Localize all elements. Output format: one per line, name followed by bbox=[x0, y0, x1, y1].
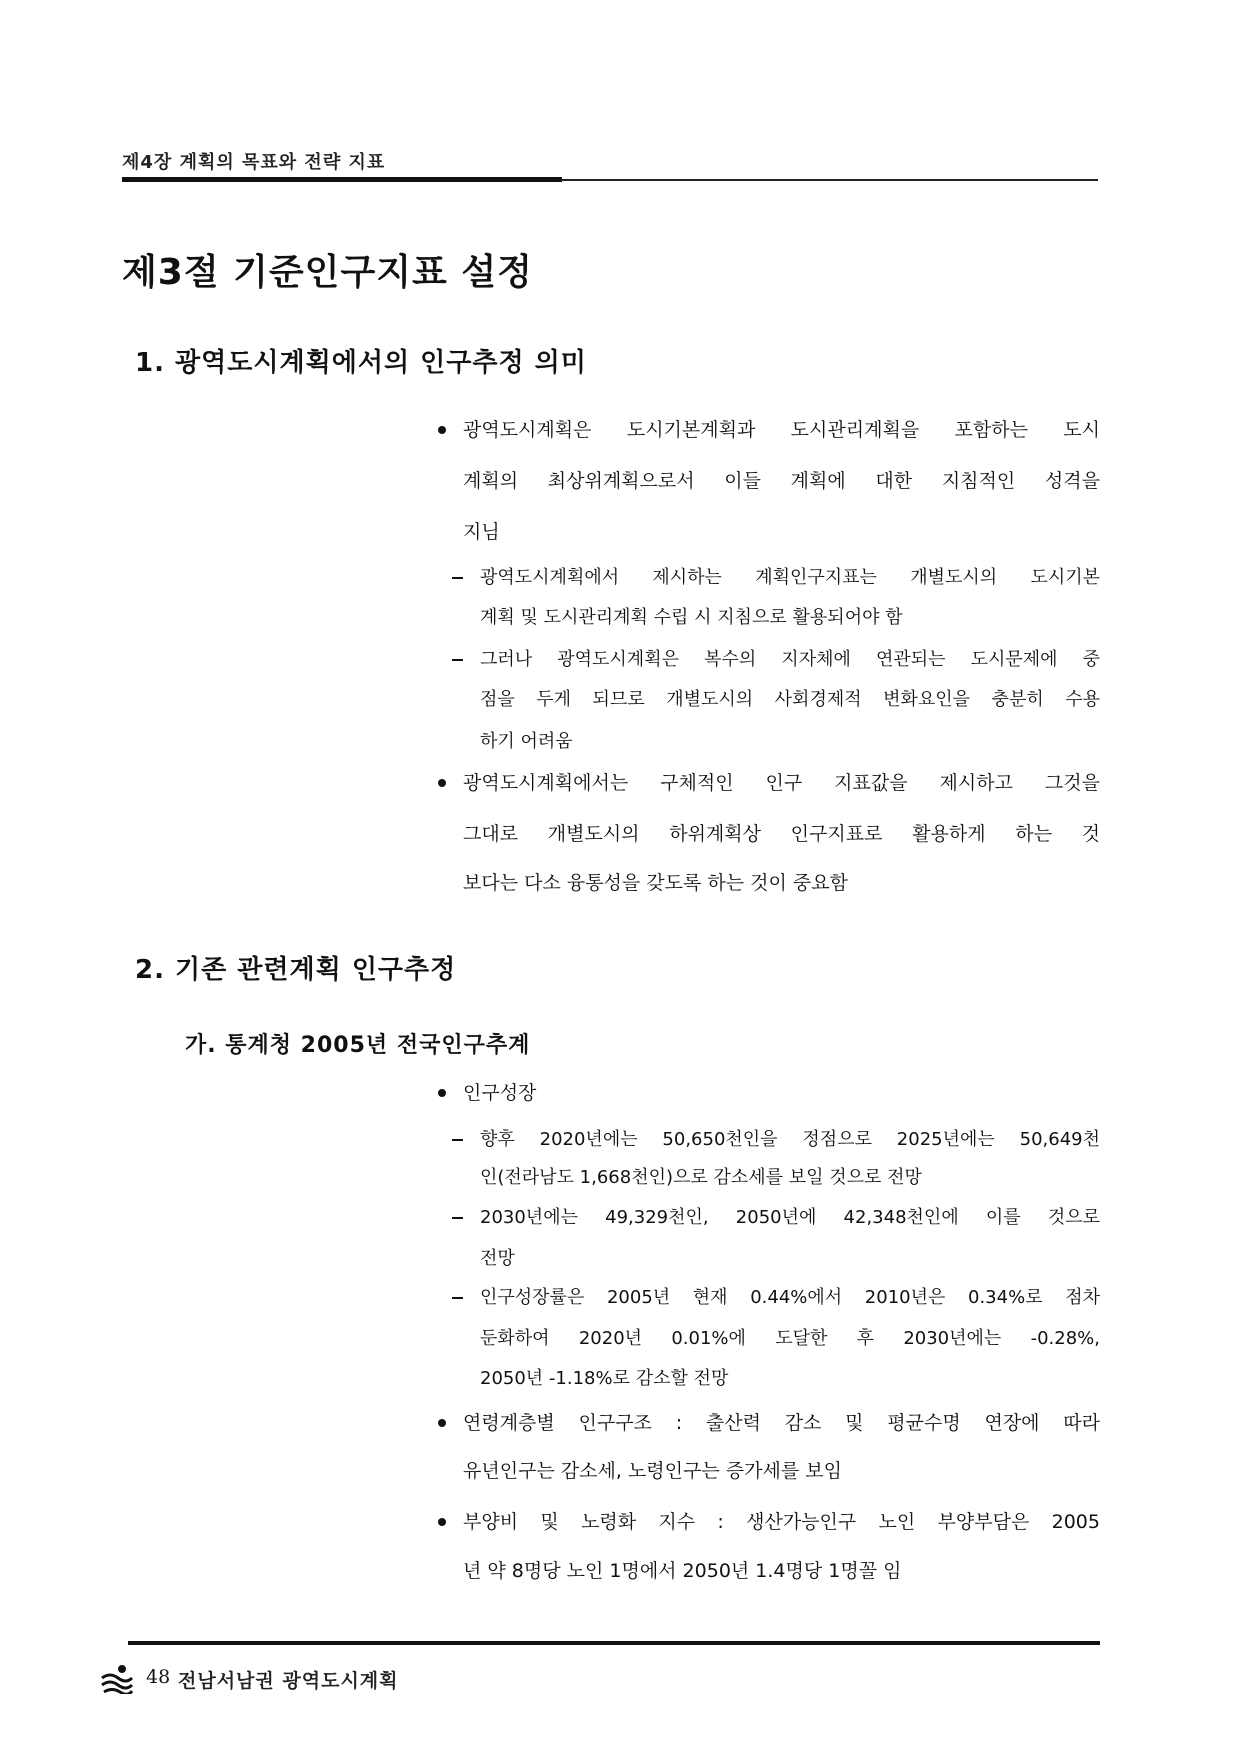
dash-icon bbox=[452, 1297, 463, 1299]
page-number: 48 bbox=[146, 1666, 171, 1688]
paragraph-line: 광역도시계획은 도시기본계획과 도시관리계획을 포함하는 도시 bbox=[463, 419, 1100, 441]
paragraph-line: 광역도시계획에서 제시하는 계획인구지표는 개별도시의 도시기본 bbox=[480, 567, 1100, 588]
paragraph-line: 유년인구는 감소세, 노령인구는 증가세를 보임 bbox=[463, 1460, 842, 1482]
footer-book-title: 전남서남권 광역도시계획 bbox=[178, 1670, 399, 1692]
paragraph-line: 광역도시계획에서는 구체적인 인구 지표값을 제시하고 그것을 bbox=[463, 772, 1100, 794]
dash-icon bbox=[452, 577, 463, 579]
header-rule-thin bbox=[560, 179, 1098, 181]
bullet-icon bbox=[438, 1419, 446, 1427]
paragraph-line: 2050년 -1.18%로 감소할 전망 bbox=[480, 1368, 729, 1389]
paragraph-line: 점을 두게 되므로 개별도시의 사회경제적 변화요인을 충분히 수용 bbox=[480, 689, 1100, 710]
paragraph-line: 계획 및 도시관리계획 수립 시 지침으로 활용되어야 함 bbox=[480, 607, 903, 628]
paragraph-line: 인(전라남도 1,668천인)으로 감소세를 보일 것으로 전망 bbox=[480, 1167, 922, 1188]
paragraph-line: 부양비 및 노령화 지수 : 생산가능인구 노인 부양부담은 2005 bbox=[463, 1511, 1100, 1533]
section-heading-2: 2. 기존 관련계획 인구추정 bbox=[135, 955, 457, 985]
bullet-icon bbox=[438, 1518, 446, 1526]
running-header: 제4장 계획의 목표와 전략 지표 bbox=[122, 152, 386, 173]
paragraph-line: 2030년에는 49,329천인, 2050년에 42,348천인에 이를 것으로 bbox=[480, 1207, 1100, 1228]
bullet-icon bbox=[438, 779, 446, 787]
subsection-heading: 가. 통계청 2005년 전국인구추계 bbox=[185, 1033, 531, 1058]
paragraph-line: 지님 bbox=[463, 521, 500, 543]
logo-wave-icon bbox=[100, 1664, 134, 1694]
paragraph-line: 년 약 8명당 노인 1명에서 2050년 1.4명당 1명꼴 임 bbox=[463, 1560, 902, 1582]
dash-icon bbox=[452, 1217, 463, 1219]
footer-rule bbox=[128, 1641, 1100, 1645]
paragraph-line: 보다는 다소 융통성을 갖도록 하는 것이 중요함 bbox=[463, 872, 848, 894]
dash-icon bbox=[452, 659, 463, 661]
page-title: 제3절 기준인구지표 설정 bbox=[122, 252, 533, 293]
paragraph-line: 전망 bbox=[480, 1248, 515, 1269]
dash-icon bbox=[452, 1139, 463, 1141]
section-heading-1: 1. 광역도시계획에서의 인구추정 의미 bbox=[135, 348, 587, 378]
paragraph-line: 그대로 개별도시의 하위계획상 인구지표로 활용하게 하는 것 bbox=[463, 823, 1100, 845]
paragraph-line: 그러나 광역도시계획은 복수의 지자체에 연관되는 도시문제에 중 bbox=[480, 649, 1100, 670]
paragraph-line: 계획의 최상위계획으로서 이들 계획에 대한 지침적인 성격을 bbox=[463, 470, 1100, 492]
paragraph-line: 인구성장 bbox=[463, 1082, 537, 1104]
paragraph-line: 하기 어려움 bbox=[480, 731, 573, 752]
header-rule bbox=[122, 177, 562, 182]
paragraph-line: 향후 2020년에는 50,650천인을 정점으로 2025년에는 50,649천 bbox=[480, 1129, 1100, 1150]
paragraph-line: 연령계층별 인구구조 : 출산력 감소 및 평균수명 연장에 따라 bbox=[463, 1412, 1100, 1434]
bullet-icon bbox=[438, 426, 446, 434]
paragraph-line: 둔화하여 2020년 0.01%에 도달한 후 2030년에는 -0.28%, bbox=[480, 1328, 1100, 1349]
bullet-icon bbox=[438, 1089, 446, 1097]
paragraph-line: 인구성장률은 2005년 현재 0.44%에서 2010년은 0.34%로 점차 bbox=[480, 1287, 1100, 1308]
